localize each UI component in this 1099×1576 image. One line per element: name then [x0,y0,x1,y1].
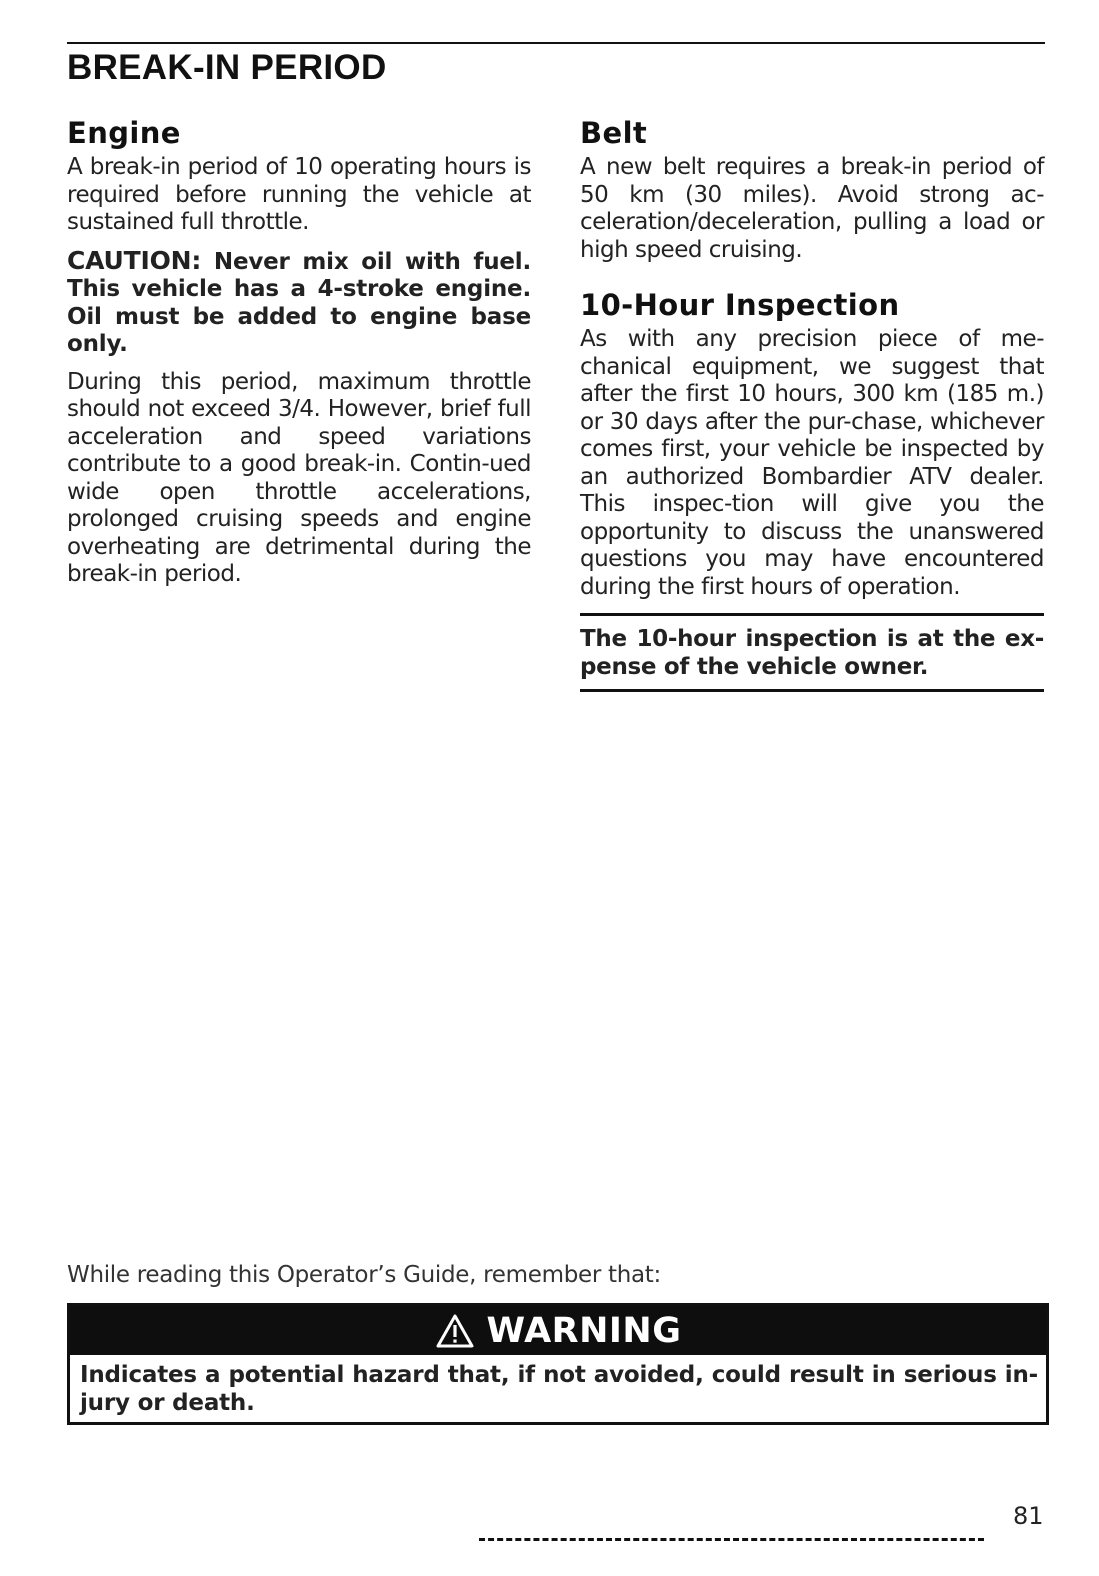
inspection-heading: 10-Hour Inspection [580,288,900,322]
inspection-paragraph: As with any precision piece of me-chanical equipment, we suggest that after the first 10 hours, 300 km (185 m.) or 30 days after the pur-chase, whichever comes first, your vehicle be inspected by an authorized Bombardier ATV dealer. This inspec-tion will give you the opportunity to discuss the unanswered questions you may have encountered during the first hours of operation. [580,326,1044,600]
belt-paragraph: A new belt requires a break-in period of 50 km (30 miles). Avoid strong ac-celeration/deceleration, pulling a load or high speed cruising. [580,154,1044,263]
warning-header [70,1306,1046,1355]
reminder-text: While reading this Operator’s Guide, remember that: [67,1262,661,1288]
inspection-note: The 10-hour inspection is at the ex-pense of the vehicle owner. [580,626,1044,680]
warning-title: WARNING [486,1310,682,1351]
belt-heading: Belt [580,116,648,150]
warning-triangle-icon [435,1313,475,1349]
footer-rule [479,1538,984,1541]
right-column [580,116,1044,692]
caution-note [67,247,531,359]
left-column [67,116,531,589]
engine-paragraph: A break-in period of 10 operating hours is required before running the vehicle at sustained full throttle. [67,154,531,235]
page-number: 81 [1013,1502,1044,1530]
warning-text: Indicates a potential hazard that, if not avoided, could result in serious in-jury or death. [80,1362,1038,1416]
top-rule [67,42,1045,44]
inspection-note-box [580,613,1044,692]
caution-text: Never mix oil with fuel. This vehicle has a 4-stroke engine. Oil must be added to engine base only. [67,248,531,357]
caution-label: CAUTION: [67,245,202,275]
page-title: BREAK-IN PERIOD [67,48,387,87]
warning-box [67,1303,1049,1425]
throttle-paragraph: During this period, maximum throttle should not exceed 3/4. However, brief full acceleration and speed variations contribute to a good break-in. Contin-ued wide open throttle accelerations, prolonged cruising speeds and engine overheating are detrimental during the break-in period. [67,368,531,587]
engine-heading: Engine [67,116,181,150]
